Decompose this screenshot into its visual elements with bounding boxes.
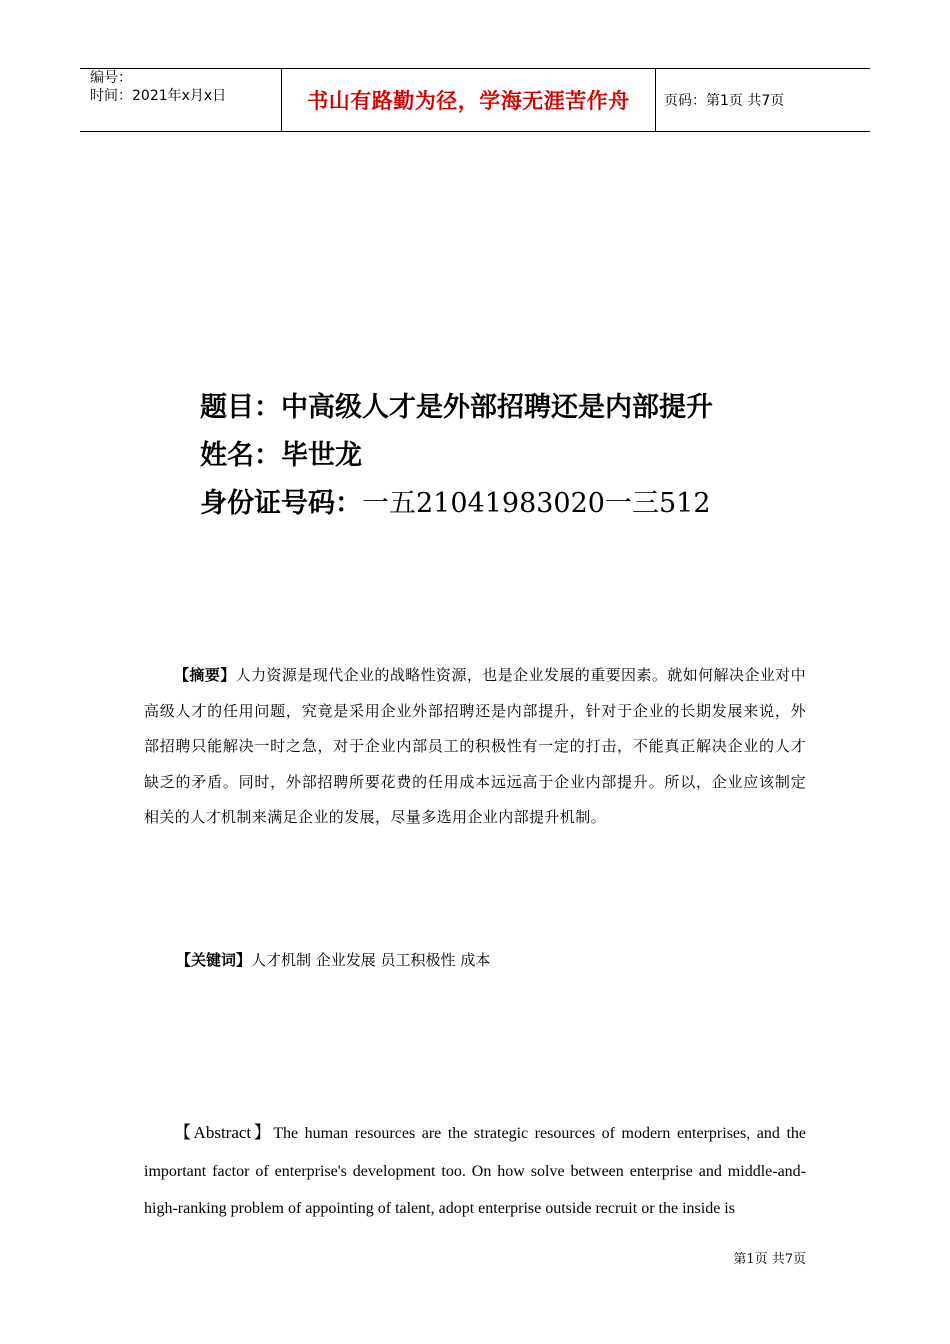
- title-line: [200, 384, 900, 432]
- keywords-text: 人才机制 企业发展 员工积极性 成本: [251, 951, 491, 969]
- title-block: [200, 384, 900, 528]
- time-label: 时间：2021年x月x日: [90, 88, 227, 104]
- title-value: 中高级人才是外部招聘还是内部提升: [281, 392, 713, 423]
- english-abstract: [144, 1114, 806, 1228]
- id-line: [200, 480, 900, 528]
- abstract-label: 【摘要】: [174, 666, 236, 684]
- keywords: [176, 943, 490, 977]
- english-abstract-label: 【Abstract】: [174, 1123, 274, 1142]
- page-footer: 第1页 共7页: [733, 1252, 806, 1267]
- motto: 书山有路勤为径，学海无涯苦作舟: [307, 89, 630, 113]
- abstract-text: 人力资源是现代企业的战略性资源，也是企业发展的重要因素。就如何解决企业对中高级人才的任用问题，究竟是采用企业外部招聘还是内部提升，针对于企业的长期发展来说，外部招聘只能解决一时之急，对于企业内部员工的积极性有一定的打击，不能真正解决企业的人才缺乏的矛盾。同时，外部招聘所要花费的任用成本远远高于企业内部提升。所以，企业应该制定相关的人才机制来满足企业的发展，尽量多选用企业内部提升机制。: [144, 666, 806, 826]
- keywords-label: 【关键词】: [176, 951, 252, 969]
- header-left-cell: [80, 69, 281, 131]
- id-label: 身份证号码：: [200, 488, 362, 519]
- id-value: 一五21041983020一三512: [362, 488, 711, 519]
- page-info: 页码：第1页 共7页: [664, 93, 785, 109]
- chinese-abstract: [144, 658, 806, 836]
- name-line: [200, 432, 900, 480]
- name-value: 毕世龙: [281, 440, 362, 471]
- title-label: 题目：: [200, 392, 281, 423]
- header-motto-cell: [281, 69, 656, 131]
- document-header: [80, 68, 870, 132]
- number-label: 编号：: [90, 70, 132, 86]
- name-label: 姓名：: [200, 440, 281, 471]
- english-abstract-text: The human resources are the strategic resources of modern enterprises, and the important factor of enterprise's development too. On how solve between enterprise and middle-and-high-ranking problem of appointing of talent, adopt enterprise outside recruit or the inside is: [144, 1125, 806, 1217]
- header-page-cell: [655, 69, 870, 131]
